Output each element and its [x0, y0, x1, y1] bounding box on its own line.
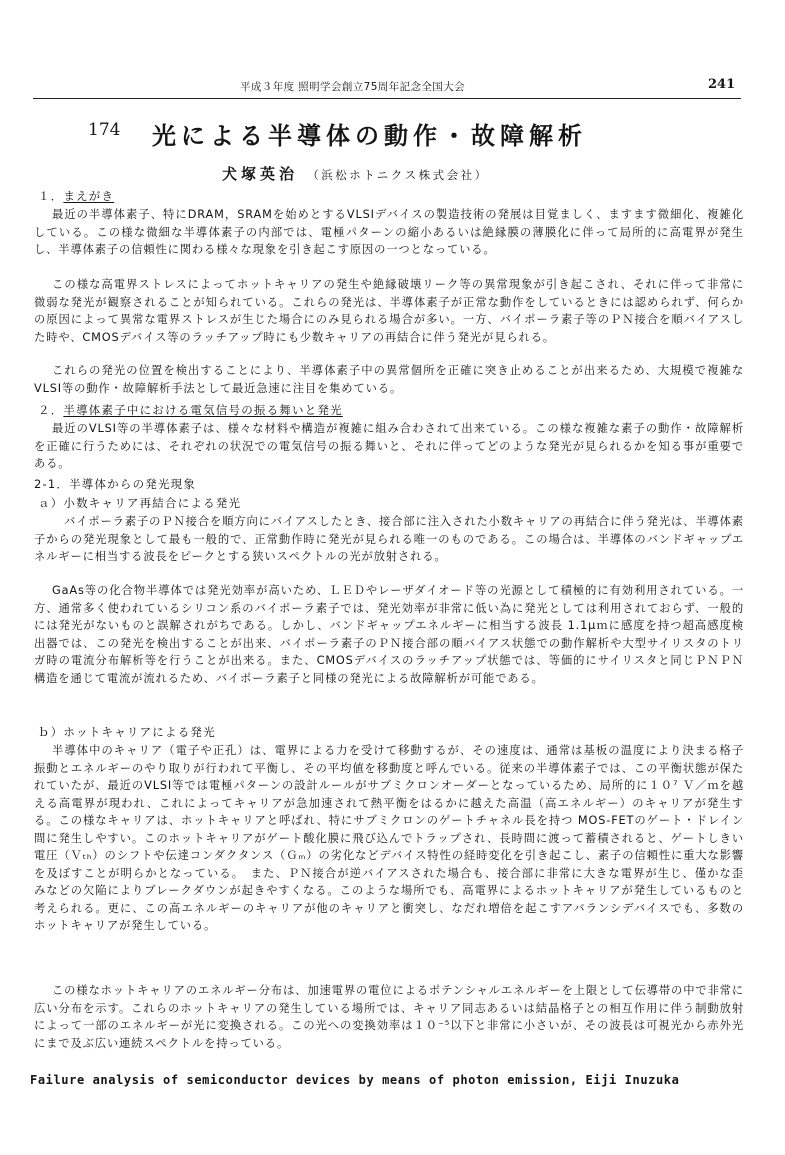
- paragraph: この様な高電界ストレスによってホットキャリアの発生や絶縁破壊リーク等の異常現象が引き起こされ、それに伴って非常に微弱な発光が観察されることが知られている。これらの発光は、半導体素子が正常な動作をしているときには認められず、何らかの原因によって異常な電界ストレスが生じた場合にのみ見られる場合が多い。一方、バイポーラ素子等のＰＮ接合を順バイアスした時や、CMOSデバイス等のラッチアップ時にも少数キャリアの再結合に伴う発光が見られる。: [34, 278, 744, 344]
- author-affiliation: （浜松ホトニクス株式会社）: [307, 168, 489, 182]
- english-title: Failure analysis of semiconductor devices by means of photon emission, Eiji Inuzuka: [30, 1073, 680, 1087]
- section-title: まえがき: [63, 189, 115, 203]
- subsection-b-heading: ｂ）ホットキャリアによる発光: [38, 725, 216, 739]
- page-number: 241: [708, 77, 736, 92]
- paragraph: 半導体中のキャリア（電子や正孔）は、電界による力を受けて移動するが、その速度は、通常は基板の温度により決まる格子振動とエネルギーのやり取りが行われて平衡し、その平均値を移動度と呼んでいる。従来の半導体素子では、この平衡状態が保たれていたが、最近のVLSI等では電極パターンの設計ルールがサブミクロンオーダーとなっているため、局所的に１０⁷ Ｖ／ｍを越える高電界が現われ、これによってキャリアが急加速されて熱平衡をはるかに越えた高温（高エネルギー）のキャリアが発生する。この様なキャリアは、ホットキャリアと呼ばれ、特にサブミクロンのゲートチャネル長を持つ MOS-FETのゲート・ドレイン間に発生しやすい。このホットキャリアがゲート酸化膜に飛び込んでトラップされ、長時間に渡って蓄積されると、ゲートしきい電圧（Ｖₜₕ）のシフトや伝達コンダクタンス（Ｇₘ）の劣化などデバイス特性の経時変化を引き起こし、素子の信頼性に重大な影響を及ぼすことが明らかとなっている。 また、ＰＮ接合が逆バイアスされた場合も、接合部に非常に大きな電界が生じ、僅かな歪みなどの欠陥によりブレークダウンが起きやすくなる。このような場所でも、高電界によるホットキャリアが発生しているものと考えられる。更に、この高エネルギーのキャリアが他のキャリアと衝突し、なだれ増倍を起こすアバランシデバイスでも、多数のホットキャリアが発生している。: [34, 744, 744, 932]
- paragraph: バイポーラ素子のＰＮ接合を順方向にバイアスしたとき、接合部に注入された小数キャリアの再結合に伴う発光は、半導体素子からの発光現象として最も一般的で、正常動作時に発光が見られる唯一のものである。この場合は、半導体のバンドギャップエネルギーに相当する波長をピークとする狭いスペクトルの光が放射される。: [34, 515, 744, 563]
- section-number: ２．: [38, 403, 64, 417]
- paper-title: 光による半導体の動作・故障解析: [152, 122, 587, 150]
- author-name: 犬塚英治: [222, 165, 299, 183]
- paragraph: 最近の半導体素子、特にDRAM，SRAMを始めとするVLSIデバイスの製造技術の発展は目覚ましく、ますます微細化、複雑化している。この様な微細な半導体素子の内部では、電極パターンの縮小あるいは絶縁膜の薄膜化に伴って局所的に高電界が発生し、半導体素子の信頼性に関わる様々な現象を引き起こす原因の一つとなっている。: [34, 208, 744, 256]
- subsection-heading: 2-1．半導体からの発光現象: [34, 477, 197, 491]
- header-rule: [33, 98, 741, 99]
- section-number: １．: [38, 189, 64, 203]
- section-1-heading: [38, 188, 114, 204]
- paragraph: GaAs等の化合物半導体では発光効率が高いため、ＬＥＤやレーザダイオード等の光源として積極的に有効利用されている。一方、通常多く使われているシリコン系のバイポーラ素子では、発光効率が非常に低い為に発光としては利用されておらず、一般的には発光がないものと誤解されがちである。しかし、バンドギャップエネルギーに相当する波長 1.1μｍに感度を持つ超高感度検出器では、この発光を検出することが出来、バイポーラ素子のＰＮ接合部の順バイアス状態での動作解析や大型サイリスタのトリガ時の電流分布解析等を行うことが出来る。また、CMOSデバイスのラッチアップ状態では、等価的にサイリスタと同じＰＮＰＮ構造を通じて電流が流れるため、バイポーラ素子と同様の発光による故障解析が可能である。: [34, 584, 744, 685]
- subsection-a-heading: ａ）小数キャリア再結合による発光: [38, 496, 242, 510]
- paper-number: 174: [88, 120, 121, 140]
- running-head: 平成３年度 照明学会創立75周年記念全国大会: [240, 81, 465, 93]
- paragraph: これらの発光の位置を検出することにより、半導体素子中の異常個所を正確に突き止めることが出来るため、大規模で複雑なVLSI等の動作・故障解析手法として最近急速に注目を集めている。: [34, 364, 744, 395]
- paragraph: この様なホットキャリアのエネルギー分布は、加速電界の電位によるポテンシャルエネルギーを上限として伝導帯の中で非常に広い分布を示す。これらのホットキャリアの発生している場所では、キャリア同志あるいは結晶格子との相互作用に伴う制動放射によって一部のエネルギーが光に変換される。この光への変換効率は１０⁻⁵以下と非常に小さいが、その波長は可視光から赤外光にまで及ぶ広い連続スペクトルを持っている。: [34, 984, 744, 1050]
- author-line: [222, 163, 489, 184]
- section-2-heading: [38, 402, 343, 418]
- section-title: 半導体素子中における電気信号の振る舞いと発光: [63, 403, 343, 417]
- paragraph: 最近のVLSI等の半導体素子は、様々な材料や構造が複雑に組み合わされて出来ている。この様な複雑な素子の動作・故障解析を正確に行うためには、それぞれの状況での電気信号の振る舞いと、それに伴ってどのような発光が見られるかを知る事が重要である。: [34, 422, 744, 470]
